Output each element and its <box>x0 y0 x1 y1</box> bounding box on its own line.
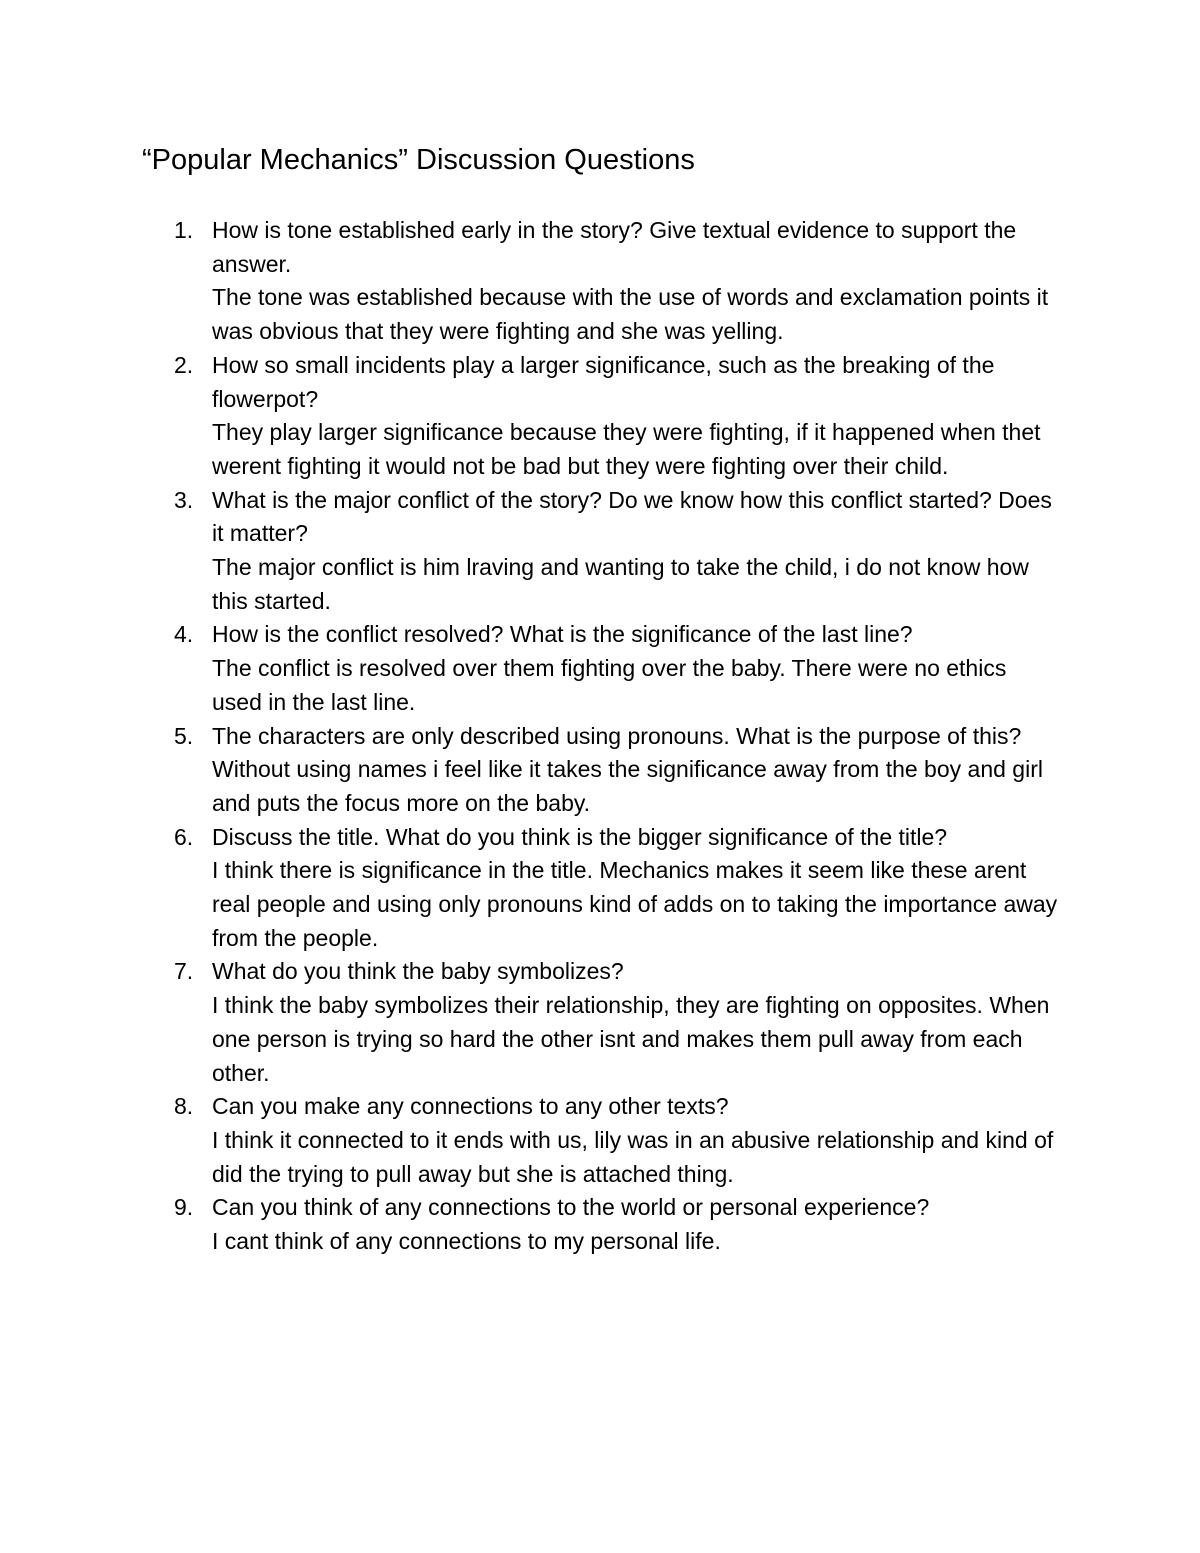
question-list <box>0 214 1200 1259</box>
answer-text: I think there is significance in the title. Mechanics makes it seem like these arent real people and using only pronouns kind of adds on to taking the importance away from the people. <box>212 857 1058 951</box>
list-item <box>0 1191 1062 1258</box>
list-item <box>0 1090 1062 1191</box>
question-text: Can you think of any connections to the world or personal experience? <box>212 1194 930 1221</box>
question-text: Discuss the title. What do you think is the bigger significance of the title? <box>212 823 948 850</box>
list-item <box>0 484 1062 619</box>
question-text: How is tone established early in the story? Give textual evidence to support the answer. <box>212 217 1017 277</box>
answer-text: The tone was established because with the use of words and exclamation points it was obvious that they were fighting and she was yelling. <box>212 284 1049 345</box>
item-number: 5. <box>174 722 194 749</box>
question-text: What do you think the baby symbolizes? <box>212 958 624 985</box>
item-number: 2. <box>174 351 194 378</box>
question-text: How is the conflict resolved? What is the significance of the last line? <box>212 621 913 648</box>
answer-text: I cant think of any connections to my personal life. <box>212 1228 721 1255</box>
item-number: 6. <box>174 823 194 850</box>
item-number: 9. <box>174 1194 194 1221</box>
answer-text: I think it connected to it ends with us, lily was in an abusive relationship and kind of did the trying to pull away but she is attached thing. <box>212 1126 1054 1187</box>
question-text: The characters are only described using pronouns. What is the purpose of this? <box>212 722 1022 749</box>
list-item <box>0 821 1062 956</box>
item-number: 4. <box>174 621 194 648</box>
page-title: “Popular Mechanics” Discussion Questions <box>142 144 695 176</box>
answer-text: The major conflict is him lraving and wanting to take the child, i do not know how this started. <box>212 554 1029 614</box>
item-number: 3. <box>174 486 194 513</box>
answer-text: I think the baby symbolizes their relationship, they are fighting on opposites. When one person is trying so hard the other isnt and makes them pull away from each other. <box>212 992 1050 1086</box>
list-item <box>0 720 1062 821</box>
item-number: 1. <box>174 217 194 243</box>
answer-text: They play larger significance because they were fighting, if it happened when thet werent fighting it would not be bad but they were fighting over their child. <box>212 419 1041 479</box>
item-number: 8. <box>174 1093 194 1120</box>
question-text: Can you make any connections to any other texts? <box>212 1093 729 1120</box>
item-number: 7. <box>174 958 194 985</box>
question-text: How so small incidents play a larger significance, such as the breaking of the flowerpot? <box>212 351 995 412</box>
list-item <box>0 955 1062 1090</box>
list-item <box>0 349 1062 484</box>
answer-text: The conflict is resolved over them fighting over the baby. There were no ethics used in the last line. <box>212 655 1007 715</box>
answer-text: Without using names i feel like it takes the significance away from the boy and girl and puts the focus more on the baby. <box>212 756 1043 816</box>
list-item <box>0 214 1062 349</box>
question-text: What is the major conflict of the story? Do we know how this conflict started? Does it matter? <box>212 486 1052 547</box>
list-item <box>0 618 1062 719</box>
